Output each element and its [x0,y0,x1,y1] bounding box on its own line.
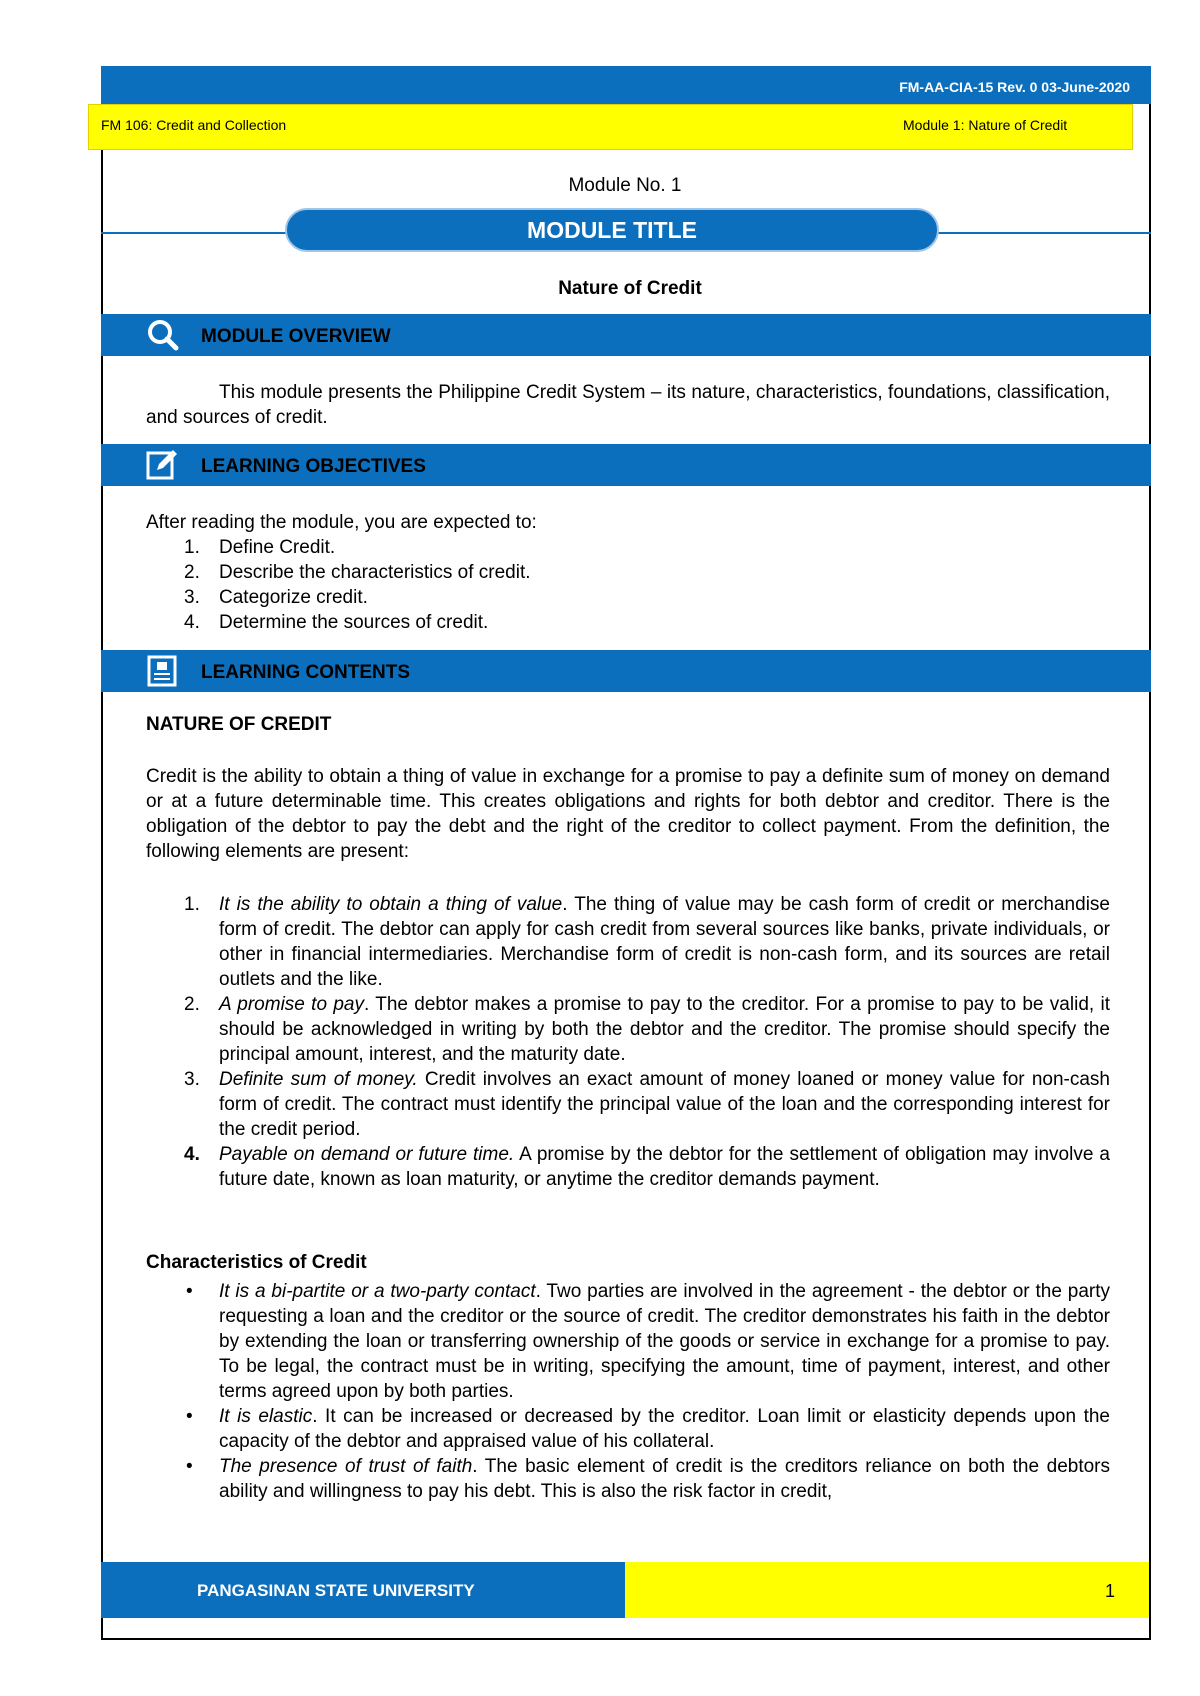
section-overview-bar [101,314,1151,356]
subject-title: Nature of Credit [558,278,702,299]
list-item: • The presence of trust of faith. The basic element of credit is the creditors reliance on both the debtors ability and willingness to pay his debt. This is also the risk factor in credit, [186,1456,1111,1502]
list-item: • It is elastic. It can be increased or decreased by the creditor. Loan limit or elasticity depends upon the capacity of the debtor and appraised value of his collateral. [186,1406,1110,1452]
objectives-intro: After reading the module, you are expected to: [146,512,537,533]
document-icon [145,654,179,688]
bullet-icon: • [186,1406,193,1427]
section-contents-bar [101,650,1151,692]
footer-school-name: PANGASINAN STATE UNIVERSITY [197,1581,475,1600]
section-contents-label: LEARNING CONTENTS [201,662,410,683]
course-name: FM 106: Credit and Collection [101,117,287,133]
nature-paragraph: Credit is the ability to obtain a thing of value in exchange for a promise to pay a definite sum of money on demand or at a future determinable time. This creates obligations and rights for both debtor and creditor. There is the obligation of the debtor to pay the debt and the right of the creditor to collect payment. From the definition, the following elements are present: [146,766,1110,862]
list-item: 3. Definite sum of money. Credit involves an exact amount of money loaned or money value for non-cash form of credit. The contract must identify the principal value of the loan and the corresponding interest for the credit period. [184,1069,1110,1140]
list-item: 3. Categorize credit. [184,587,368,608]
list-item: 2. Describe the characteristics of credit. [184,562,531,583]
list-item: 1. It is the ability to obtain a thing of value. The thing of value may be cash form of credit or merchandise form of credit. The debtor can apply for cash credit from several sources like banks, private individuals, or other in financial intermediaries. Merchandise form of credit is non-cash form, and its sources are retail outlets and the like. [184,894,1110,990]
title-rule-left-2 [200,232,290,234]
title-rule-left [101,232,201,234]
footer-page-bar [625,1562,1149,1618]
footer-school-bar [101,1562,625,1618]
elements-list [146,892,1110,1192]
edit-pencil-icon [145,448,179,482]
nature-heading: NATURE OF CREDIT [146,714,332,735]
list-item: 4. Payable on demand or future time. A promise by the debtor for the settlement of obligation may involve a future date, known as loan maturity, or anytime the creditor demands payment. [184,1144,1110,1190]
bullet-icon: • [186,1281,193,1302]
overview-text: This module presents the Philippine Credit System – its nature, characteristics, foundations, classification, and sources of credit. [146,382,1110,428]
characteristics-list [146,1279,1110,1504]
characteristics-heading: Characteristics of Credit [146,1252,367,1273]
bullet-icon: • [186,1456,193,1477]
magnifier-icon [145,318,179,352]
module-title-banner: MODULE TITLE [285,208,939,252]
page-number: 1 [1104,1581,1115,1601]
module-reference: Module 1: Nature of Credit [903,117,1068,133]
section-overview-label: MODULE OVERVIEW [201,326,391,347]
list-item: 1. Define Credit. [184,537,336,558]
list-item: 4. Determine the sources of credit. [184,612,489,633]
title-rule-right [935,232,1151,234]
list-item: • It is a bi-partite or a two-party contact. Two parties are involved in the agreement - the debtor or the party requesting a loan and the creditor or the source of credit. The creditor demonstrates his faith in the debtor by extending the loan or transferring ownership of the goods or service in exchange for a promise to pay. To be legal, the contract must be in writing, specifying the amount, time of payment, interest, and other terms agreed upon by both parties. [186,1281,1110,1402]
objectives-list [146,535,1110,635]
section-objectives-bar [101,444,1151,486]
list-item: 2. A promise to pay. The debtor makes a promise to pay to the creditor. For a promise to pay to be valid, it should be acknowledged in writing by both the debtor and the creditor. The promise should specify the principal amount, interest, and the maturity date. [184,994,1110,1065]
form-code: FM-AA-CIA-15 Rev. 0 03-June-2020 [899,79,1130,95]
section-objectives-label: LEARNING OBJECTIVES [201,456,426,477]
module-number: Module No. 1 [568,175,682,196]
